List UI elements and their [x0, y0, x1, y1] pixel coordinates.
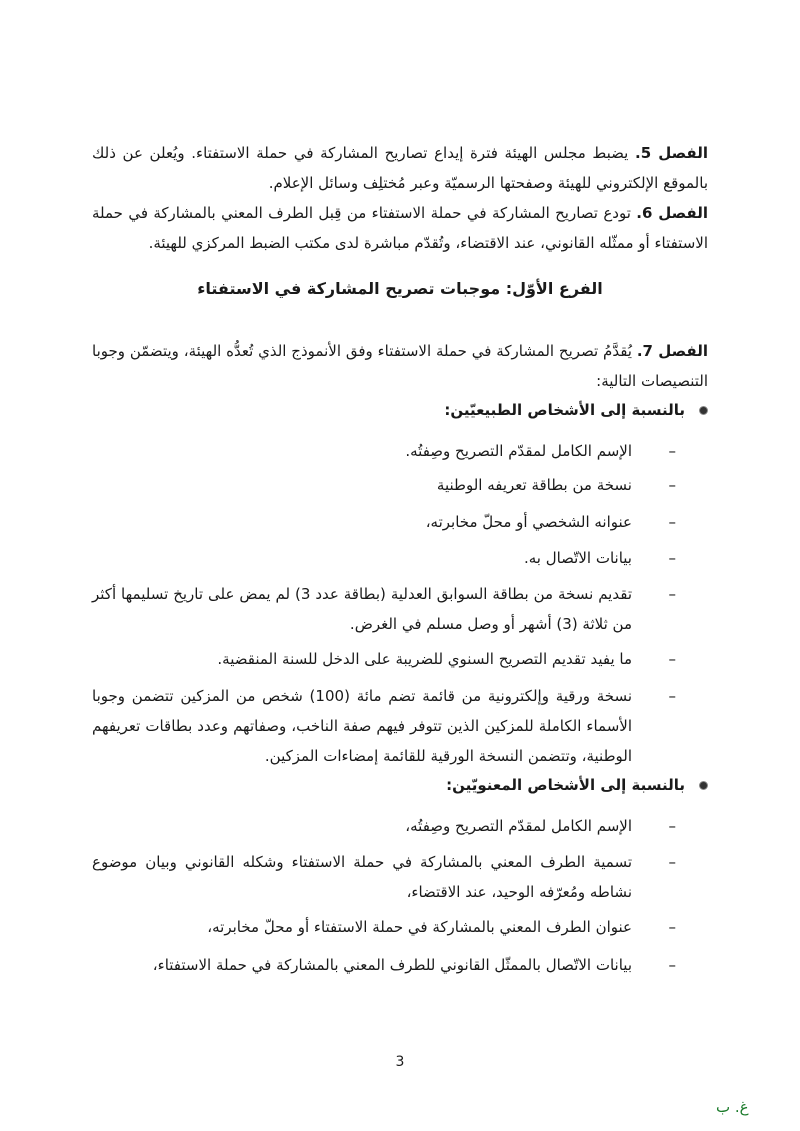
legal-persons-title: بالنسبة إلى الأشخاص المعنويّين: — [446, 776, 685, 794]
chapter-7-paragraph — [92, 336, 708, 396]
dash-icon: – — [668, 853, 676, 871]
list-item — [92, 644, 676, 674]
list-item-text: تقديم نسخة من بطاقة السوابق العدلية (بطاقة عدد 3) لم يمض على تاريخ تسليمها أكثر من ثلاثة (3) أشهر أو وصل مسلم في الغرض. — [92, 585, 632, 633]
list-item-text: عنوانه الشخصي أو محلّ مخابرته، — [425, 513, 632, 531]
list-item-text: عنوان الطرف المعني بالمشاركة في حملة الاستفتاء أو محلّ مخابرته، — [207, 918, 632, 936]
section-heading: الفرع الأوّل: موجبات تصريح المشاركة في الاستفتاء — [197, 279, 603, 298]
list-item — [92, 950, 676, 980]
list-item-text: ما يفيد تقديم التصريح السنوي للضريبة على الدخل للسنة المنقضية. — [217, 650, 632, 668]
dash-icon: – — [668, 513, 676, 531]
handwritten-initials: غ. ب — [716, 1098, 749, 1116]
list-item — [92, 811, 676, 841]
list-item — [92, 543, 676, 573]
chapter-5-text: يضبط مجلس الهيئة فترة إيداع تصاريح المشاركة في حملة الاستفتاء. ويُعلن عن ذلك بالموقع الإلكتروني للهيئة وصفحتها الرسميّة وعبر مُختلِف وسائل الإعلام. — [92, 144, 708, 192]
natural-persons-heading — [444, 401, 708, 419]
dash-icon: – — [668, 650, 676, 668]
list-item-text: الإسم الكامل لمقدّم التصريح وصِفتُه. — [405, 442, 632, 460]
list-item — [92, 912, 676, 942]
bullet-dot-icon — [699, 781, 708, 790]
page-number: 3 — [395, 1054, 405, 1070]
chapter-6-label: الفصل 6. — [636, 204, 708, 222]
dash-icon: – — [668, 956, 676, 974]
chapter-5-paragraph — [92, 138, 708, 198]
dash-icon: – — [668, 687, 676, 705]
legal-persons-heading — [446, 776, 708, 794]
dash-icon: – — [668, 442, 676, 460]
list-item-text: الإسم الكامل لمقدّم التصريح وصِفتُه، — [405, 817, 632, 835]
dash-icon: – — [668, 817, 676, 835]
list-item — [92, 507, 676, 537]
dash-icon: – — [668, 549, 676, 567]
list-item-text: بيانات الاتّصال به. — [523, 549, 632, 567]
list-item — [92, 847, 676, 907]
chapter-7-label: الفصل 7. — [636, 342, 708, 360]
bullet-dot-icon — [699, 406, 708, 415]
list-item-text: بيانات الاتّصال بالممثّل القانوني للطرف المعني بالمشاركة في حملة الاستفتاء، — [152, 956, 632, 974]
list-item-text: نسخة من بطاقة تعريفه الوطنية — [436, 476, 632, 494]
chapter-6-text: تودع تصاريح المشاركة في حملة الاستفتاء من قِبل الطرف المعني بالمشاركة في حملة الاستفتاء أو ممثّله القانوني، عند الاقتضاء، وتُقدّم مباشرة لدى مكتب الضبط المركزي للهيئة. — [92, 204, 708, 252]
natural-persons-title: بالنسبة إلى الأشخاص الطبيعيّين: — [444, 401, 685, 419]
list-item-text: تسمية الطرف المعني بالمشاركة في حملة الاستفتاء وشكله القانوني وبيان موضوع نشاطه ومُعرّفه الوحيد، عند الاقتضاء، — [92, 853, 632, 901]
list-item — [92, 681, 676, 771]
chapter-6-paragraph — [92, 198, 708, 258]
list-item — [92, 470, 676, 500]
list-item-text: نسخة ورقية وإلكترونية من قائمة تضم مائة (100) شخص من المزكين تتضمن وجوبا الأسماء الكاملة للمزكين الذين تتوفر فيهم صفة الناخب، وصفاتهم وعدد بطاقات تعريفهم الوطنية، وتتضمن النسخة الورقية للقائمة إمضاءات المزكين. — [92, 687, 632, 765]
chapter-7-text: يُقدَّمُ تصريح المشاركة في حملة الاستفتاء وفق الأنموذج الذي تُعدُّه الهيئة، ويتضمّن وجوبا التنصيصات التالية: — [92, 342, 708, 390]
dash-icon: – — [668, 918, 676, 936]
chapter-5-label: الفصل 5. — [635, 144, 708, 162]
dash-icon: – — [668, 476, 676, 494]
list-item — [92, 579, 676, 639]
dash-icon: – — [668, 585, 676, 603]
list-item — [92, 436, 676, 466]
